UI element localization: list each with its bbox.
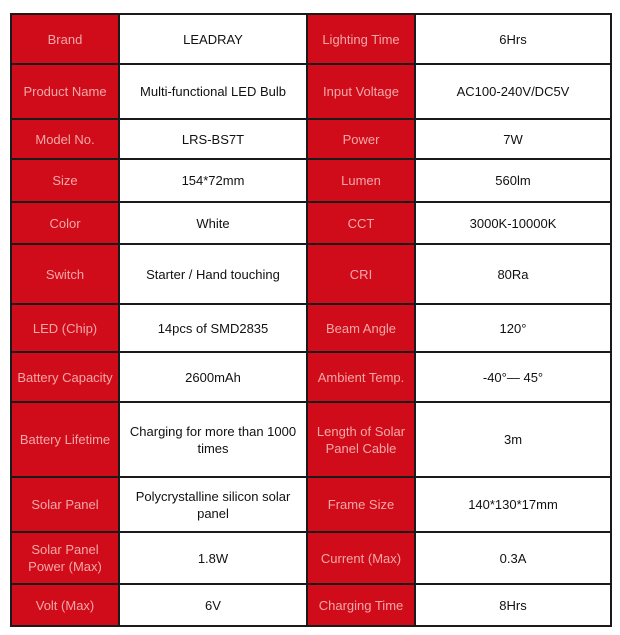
table-row — [11, 352, 611, 402]
label-cell-lighting-time: Lighting Time — [307, 14, 415, 64]
label-cell-battery-lifetime: Battery Lifetime — [11, 402, 119, 477]
value-cell-ambient-temp: -40°— 45° — [415, 352, 611, 402]
value-cell-cri: 80Ra — [415, 244, 611, 304]
label-cell-ambient-temp: Ambient Temp. — [307, 352, 415, 402]
value-cell-power: 7W — [415, 119, 611, 159]
value-cell-switch: Starter / Hand touching — [119, 244, 307, 304]
label-cell-switch: Switch — [11, 244, 119, 304]
label-cell-product-name: Product Name — [11, 64, 119, 119]
label-cell-color: Color — [11, 202, 119, 244]
label-cell-brand: Brand — [11, 14, 119, 64]
value-cell-color: White — [119, 202, 307, 244]
label-cell-charging-time: Charging Time — [307, 584, 415, 626]
label-cell-input-voltage: Input Voltage — [307, 64, 415, 119]
table-row — [11, 202, 611, 244]
table-row — [11, 477, 611, 532]
value-cell-product-name: Multi-functional LED Bulb — [119, 64, 307, 119]
value-cell-brand: LEADRAY — [119, 14, 307, 64]
value-cell-cct: 3000K-10000K — [415, 202, 611, 244]
label-cell-current-max: Current (Max) — [307, 532, 415, 584]
label-cell-battery-capacity: Battery Capacity — [11, 352, 119, 402]
table-row — [11, 402, 611, 477]
value-cell-lumen: 560lm — [415, 159, 611, 202]
table-row — [11, 532, 611, 584]
label-cell-solar-cable-length: Length of Solar Panel Cable — [307, 402, 415, 477]
value-cell-lighting-time: 6Hrs — [415, 14, 611, 64]
label-cell-solar-panel: Solar Panel — [11, 477, 119, 532]
value-cell-current-max: 0.3A — [415, 532, 611, 584]
table-row — [11, 304, 611, 352]
value-cell-battery-capacity: 2600mAh — [119, 352, 307, 402]
label-cell-frame-size: Frame Size — [307, 477, 415, 532]
table-row — [11, 14, 611, 64]
table-row — [11, 244, 611, 304]
spec-table — [10, 13, 612, 627]
value-cell-solar-panel: Polycrystalline silicon solar panel — [119, 477, 307, 532]
table-row — [11, 119, 611, 159]
value-cell-volt-max: 6V — [119, 584, 307, 626]
value-cell-beam-angle: 120° — [415, 304, 611, 352]
table-row — [11, 584, 611, 626]
label-cell-lumen: Lumen — [307, 159, 415, 202]
value-cell-solar-panel-power: 1.8W — [119, 532, 307, 584]
label-cell-size: Size — [11, 159, 119, 202]
label-cell-led-chip: LED (Chip) — [11, 304, 119, 352]
value-cell-led-chip: 14pcs of SMD2835 — [119, 304, 307, 352]
label-cell-model-no: Model No. — [11, 119, 119, 159]
label-cell-power: Power — [307, 119, 415, 159]
table-row — [11, 64, 611, 119]
value-cell-charging-time: 8Hrs — [415, 584, 611, 626]
value-cell-solar-cable-length: 3m — [415, 402, 611, 477]
value-cell-input-voltage: AC100-240V/DC5V — [415, 64, 611, 119]
value-cell-battery-lifetime: Charging for more than 1000 times — [119, 402, 307, 477]
value-cell-frame-size: 140*130*17mm — [415, 477, 611, 532]
label-cell-cri: CRI — [307, 244, 415, 304]
label-cell-cct: CCT — [307, 202, 415, 244]
value-cell-size: 154*72mm — [119, 159, 307, 202]
label-cell-beam-angle: Beam Angle — [307, 304, 415, 352]
value-cell-model-no: LRS-BS7T — [119, 119, 307, 159]
label-cell-volt-max: Volt (Max) — [11, 584, 119, 626]
table-row — [11, 159, 611, 202]
label-cell-solar-panel-power: Solar Panel Power (Max) — [11, 532, 119, 584]
